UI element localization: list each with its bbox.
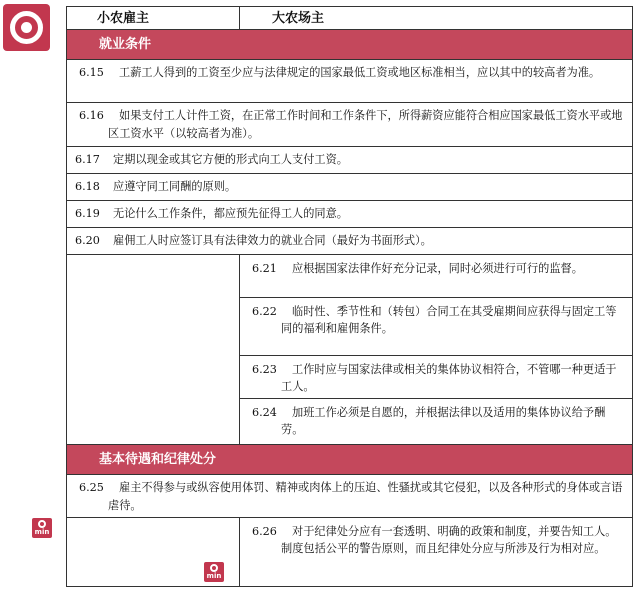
item-6-16: 6.16 如果支付工人计件工资，在正常工作时间和工作条件下，所得薪资应能符合相应国家最低工资水平或地区工资水平（以较高者为准）。 bbox=[67, 103, 632, 147]
standards-table bbox=[66, 6, 633, 587]
item-6-21: 6.21 应根据国家法律作好充分记录，同时必须进行可行的监督。 bbox=[240, 255, 632, 298]
item-6-17: 6.17 定期以现金或其它方便的形式向工人支付工资。 bbox=[67, 147, 632, 174]
min-badge-icon: min bbox=[32, 518, 52, 538]
item-6-15: 6.15 工薪工人得到的工资至少应与法律规定的国家最低工资或地区标准相当，应以其中的较高者为准。 bbox=[67, 60, 632, 103]
header-large-farmer: 大农场主 bbox=[272, 11, 325, 26]
header-small-farmer: 小农雇主 bbox=[67, 7, 240, 29]
target-logo-icon bbox=[3, 4, 50, 51]
large-farmer-block-2 bbox=[67, 518, 632, 586]
large-farmer-block-1 bbox=[67, 255, 632, 445]
item-6-23: 6.23 工作时应与国家法律或相关的集体协议相符合，不管哪一种更适于工人。 bbox=[240, 356, 632, 399]
min-badge-icon: min bbox=[204, 562, 224, 582]
item-6-18: 6.18 应遵守同工同酬的原则。 bbox=[67, 174, 632, 201]
item-6-19: 6.19 无论什么工作条件，都应预先征得工人的同意。 bbox=[67, 201, 632, 228]
item-6-22: 6.22 临时性、季节性和（转包）合同工在其受雇期间应获得与固定工等同的福利和雇佣条件。 bbox=[240, 298, 632, 356]
empty-cell bbox=[67, 255, 240, 444]
section-title-treatment: 基本待遇和纪律处分 bbox=[67, 445, 632, 475]
section-title-employment: 就业条件 bbox=[67, 30, 632, 60]
item-6-26: 6.26 对于纪律处分应有一套透明、明确的政策和制度，并要告知工人。制度包括公平的警告原则，而且纪律处分应与所涉及行为相对应。 bbox=[252, 525, 617, 555]
item-6-20: 6.20 雇佣工人时应签订具有法律效力的就业合同（最好为书面形式）。 bbox=[67, 228, 632, 255]
table-header bbox=[67, 7, 632, 30]
item-6-25: 6.25 雇主不得参与或纵容使用体罚、精神或肉体上的压迫、性骚扰或其它侵犯，以及各种形式的身体或言语虐待。 bbox=[67, 475, 632, 518]
item-6-24: 6.24 加班工作必须是自愿的，并根据法律以及适用的集体协议给予酬劳。 bbox=[252, 406, 606, 436]
